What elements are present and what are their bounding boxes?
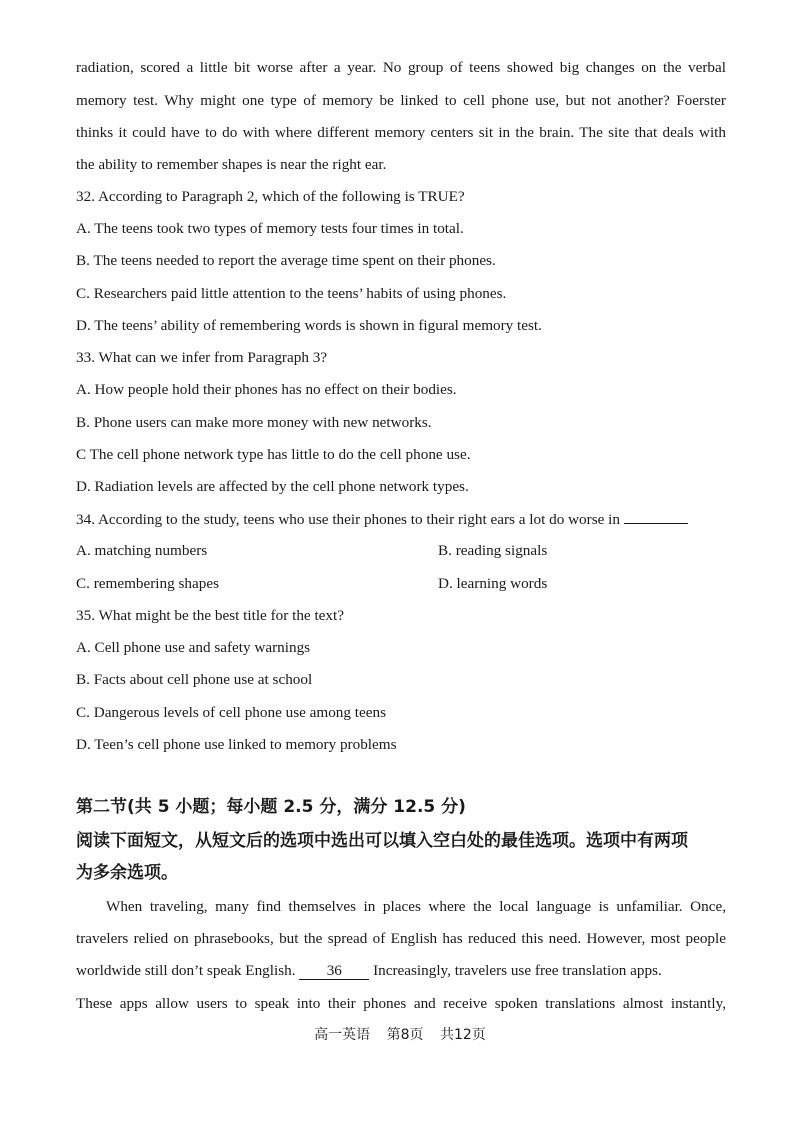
- section-heading: 第二节(共 5 小题；每小题 2.5 分，满分 12.5 分): [76, 797, 466, 817]
- passage2-line: These apps allow users to speak into their phones and receive spoken translations almost instantly,: [76, 995, 726, 1012]
- q32-option-c: C. Researchers paid little attention to the teens’ habits of using phones.: [76, 285, 507, 302]
- passage2-line: [76, 961, 726, 981]
- footer-total: 共12页: [440, 1027, 486, 1043]
- blank-36: 36: [299, 963, 369, 980]
- q35-option-c: C. Dangerous levels of cell phone use among teens: [76, 704, 386, 721]
- question-34-stem: [76, 509, 726, 530]
- passage2-line: travelers relied on phrasebooks, but the spread of English has reduced this need. However, most people: [76, 930, 726, 947]
- section-instruction: 为多余选项。: [76, 863, 178, 883]
- answer-blank: [624, 509, 688, 524]
- q32-option-b: B. The teens needed to report the average time spent on their phones.: [76, 252, 496, 269]
- q35-option-b: B. Facts about cell phone use at school: [76, 671, 313, 688]
- footer-subject: 高一英语: [314, 1027, 371, 1043]
- passage-line: the ability to remember shapes is near the right ear.: [76, 156, 387, 173]
- passage2-text: worldwide still don’t speak English.: [76, 962, 296, 979]
- q33-option-b: B. Phone users can make more money with new networks.: [76, 414, 432, 431]
- passage2-line: When traveling, many find themselves in places where the local language is unfamiliar. Once,: [106, 898, 726, 915]
- q34-option-a: A. matching numbers: [76, 542, 208, 559]
- page-footer: [0, 1024, 800, 1044]
- q34-option-c: C. remembering shapes: [76, 575, 219, 592]
- q33-option-d: D. Radiation levels are affected by the cell phone network types.: [76, 478, 469, 495]
- q34-option-d: D. learning words: [438, 575, 548, 592]
- passage2-text: Increasingly, travelers use free translation apps.: [373, 962, 662, 979]
- passage-line: radiation, scored a little bit worse after a year. No group of teens showed big changes on the verbal: [76, 59, 726, 76]
- q33-option-a: A. How people hold their phones has no effect on their bodies.: [76, 381, 457, 398]
- q35-option-d: D. Teen’s cell phone use linked to memory problems: [76, 736, 397, 753]
- question-33-stem: 33. What can we infer from Paragraph 3?: [76, 349, 328, 366]
- section-instruction: 阅读下面短文，从短文后的选项中选出可以填入空白处的最佳选项。选项中有两项: [76, 831, 688, 851]
- footer-page: 第8页: [386, 1027, 424, 1043]
- passage-line: thinks it could have to do with where different memory centers sit in the brain. The site that deals with: [76, 124, 726, 141]
- q35-option-a: A. Cell phone use and safety warnings: [76, 639, 311, 656]
- q33-option-c: C The cell phone network type has little to do the cell phone use.: [76, 446, 471, 463]
- question-35-stem: 35. What might be the best title for the text?: [76, 607, 344, 624]
- q34-option-b: B. reading signals: [438, 542, 548, 559]
- q32-option-a: A. The teens took two types of memory tests four times in total.: [76, 220, 464, 237]
- question-32-stem: 32. According to Paragraph 2, which of the following is TRUE?: [76, 188, 465, 205]
- q34-stem-text: 34. According to the study, teens who use their phones to their right ears a lot do worse in: [76, 511, 620, 528]
- passage-line: memory test. Why might one type of memory be linked to cell phone use, but not another? Foerster: [76, 92, 726, 109]
- q32-option-d: D. The teens’ ability of remembering words is shown in figural memory test.: [76, 317, 542, 334]
